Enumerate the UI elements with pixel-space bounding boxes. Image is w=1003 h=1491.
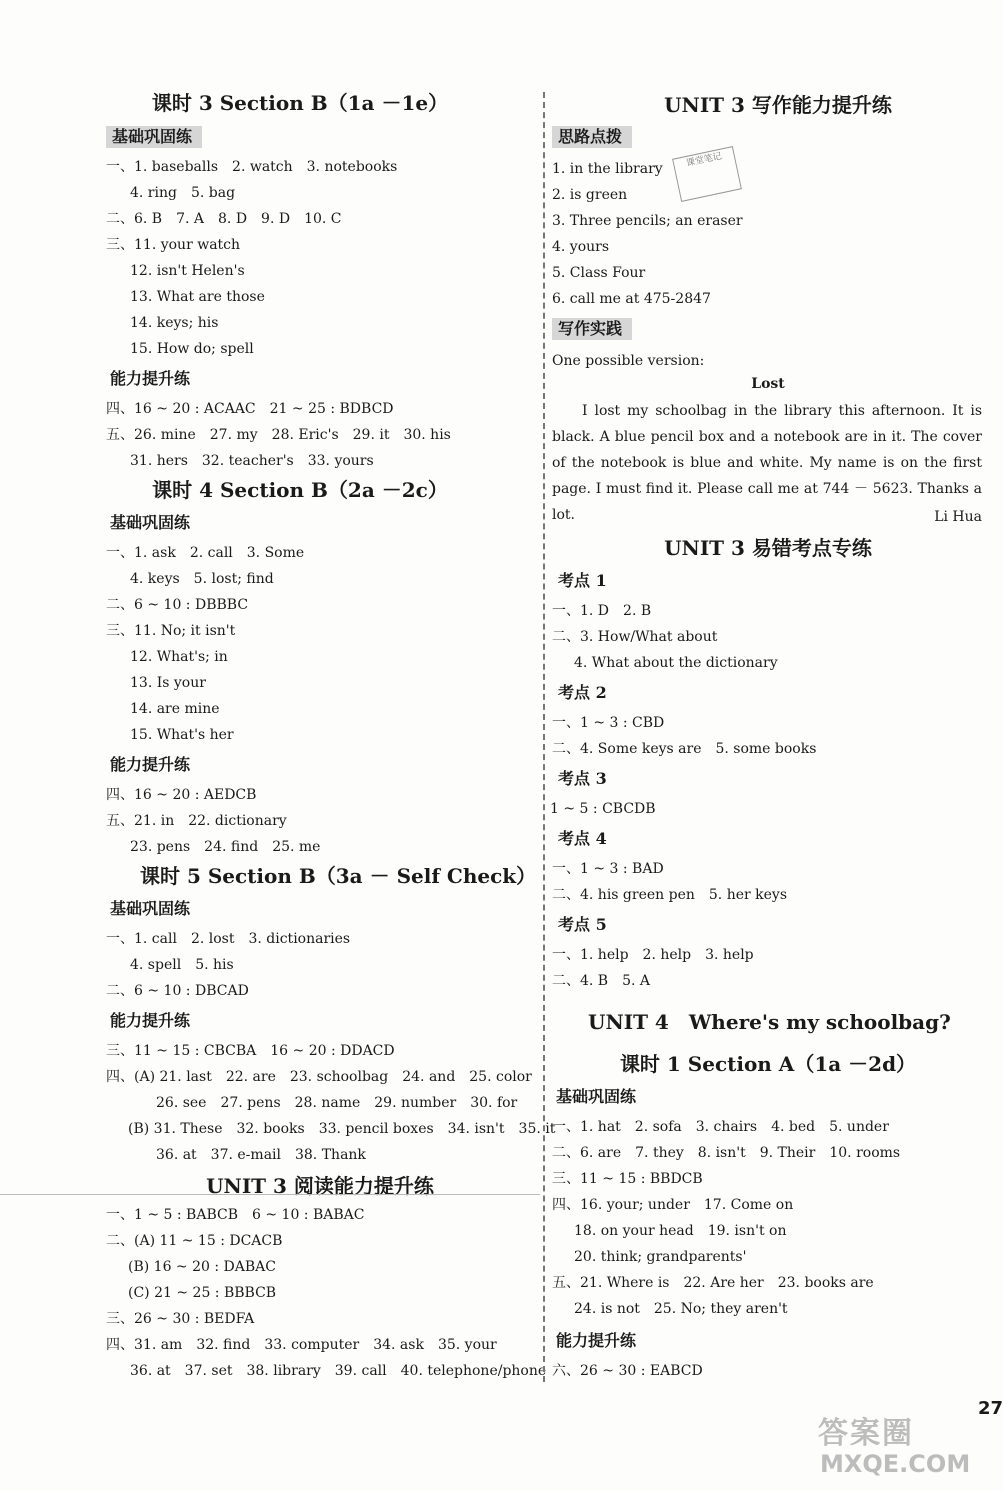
unit4-title: UNIT 4 Where's my schoolbag? [588,1010,951,1034]
answer-row: 6. call me at 475-2847 [552,291,711,307]
answer-row: 四、31. am 32. find 33. computer 34. ask 35. your [106,1337,497,1353]
answer-row: 20. think; grandparents' [574,1249,747,1265]
answer-row: 14. keys; his [130,315,219,331]
answer-row: 一、1 ~ 5 : BABCB 6 ~ 10 : BABAC [106,1207,365,1223]
u4-basic-heading: 基础巩固练 [556,1087,637,1106]
lesson5-basic-heading: 基础巩固练 [110,899,191,918]
answer-row: 36. at 37. e-mail 38. Thank [156,1147,366,1163]
answer-row: 二、6 ~ 10 : DBBBC [106,597,249,613]
answer-row: 4. spell 5. his [130,957,234,973]
answer-row: 三、26 ~ 30 : BEDFA [106,1311,255,1327]
answer-row: 四、16 ~ 20 : ACAAC 21 ~ 25 : BDBCD [106,401,394,417]
answer-row: 3. Three pencils; an eraser [552,213,743,229]
answer-row: 12. isn't Helen's [130,263,245,279]
essay-title: Lost [751,376,785,392]
answer-row: 4. yours [552,239,610,255]
ideas-heading: 思路点拨 [552,126,632,148]
kaodian-5: 考点 5 [558,915,607,934]
lesson4-basic-heading: 基础巩固练 [110,513,191,532]
lesson4-title: 课时 4 Section B（2a －2c） [152,478,448,502]
answer-row: (B) 31. These 32. books 33. pencil boxes 34. isn't 35. it [128,1121,556,1137]
version-label: One possible version: [552,353,705,369]
answer-row: 12. What's; in [130,649,228,665]
u4-lesson1-title: 课时 1 Section A（1a －2d） [619,1052,917,1076]
answer-row: 一、1. D 2. B [552,603,652,619]
answer-row: 四、16 ~ 20 : AEDCB [106,787,257,803]
separator-line [0,1194,540,1195]
answer-row: 四、16. your; under 17. Come on [552,1197,794,1213]
answer-row: 二、6. B 7. A 8. D 9. D 10. C [106,211,342,227]
answer-row: 36. at 37. set 38. library 39. call 40. telephone/phone [130,1363,547,1379]
note-stamp-icon: 课堂笔记 [672,146,742,202]
answer-row: 一、1. ask 2. call 3. Some [106,545,305,561]
answer-row: 五、21. Where is 22. Are her 23. books are [552,1275,874,1291]
practice-heading: 写作实践 [552,318,632,340]
essay-paragraph: I lost my schoolbag in the library this afternoon. It is black. A blue pencil box and a notebook are in it. The cover of the notebook is blue and white. My name is on the first page. I must find it. Please call me at 744 － 5623. Thanks a lot. [552,403,982,523]
answer-row: 一、1 ~ 3 : CBD [552,715,665,731]
answer-row: 二、6. are 7. they 8. isn't 9. Their 10. rooms [552,1145,901,1161]
reading-title: UNIT 3 阅读能力提升练 [206,1174,434,1198]
answer-row: 2. is green [552,187,628,203]
answer-row: 4. ring 5. bag [130,185,236,201]
answer-row: 13. What are those [130,289,265,305]
error-title: UNIT 3 易错考点专练 [664,536,872,560]
kaodian-4: 考点 4 [558,829,607,848]
kaodian-3: 考点 3 [558,769,607,788]
answer-row: 三、11. your watch [106,237,241,253]
answer-row: 5. Class Four [552,265,646,281]
answer-row: 18. on your head 19. isn't on [574,1223,787,1239]
lesson5-title: 课时 5 Section B（3a － Self Check） [140,864,537,888]
lesson3-title: 课时 3 Section B（1a －1e） [151,91,449,115]
answer-row: (B) 16 ~ 20 : DABAC [128,1259,276,1275]
answer-row: 14. are mine [130,701,220,717]
answer-row: 15. What's her [130,727,234,743]
answer-row: 六、26 ~ 30 : EABCD [552,1363,703,1379]
answer-row: 26. see 27. pens 28. name 29. number 30. for [156,1095,518,1111]
answer-row: 三、11. No; it isn't [106,623,236,639]
answer-row: 13. Is your [130,675,206,691]
answer-row: 二、6 ~ 10 : DBCAD [106,983,249,999]
lesson5-advanced-heading: 能力提升练 [110,1011,191,1030]
lesson3-advanced-heading: 能力提升练 [110,369,191,388]
answer-row: (C) 21 ~ 25 : BBBCB [128,1285,277,1301]
answer-row: 一、1. hat 2. sofa 3. chairs 4. bed 5. under [552,1119,889,1135]
answer-row: 二、4. his green pen 5. her keys [552,887,788,903]
writing-title: UNIT 3 写作能力提升练 [664,93,892,117]
page-number: 27 [978,1398,1003,1419]
answer-row: 三、11 ~ 15 : CBCBA 16 ~ 20 : DDACD [106,1043,395,1059]
answer-row: 五、26. mine 27. my 28. Eric's 29. it 30. his [106,427,451,443]
answer-row: 一、1. baseballs 2. watch 3. notebooks [106,159,398,175]
answer-row: 4. keys 5. lost; find [130,571,274,587]
answer-row: 4. What about the dictionary [574,655,778,671]
answer-row: 23. pens 24. find 25. me [130,839,321,855]
column-divider [543,92,545,1382]
answer-row: 一、1. call 2. lost 3. dictionaries [106,931,351,947]
answer-row: 31. hers 32. teacher's 33. yours [130,453,374,469]
answer-row: 一、1. help 2. help 3. help [552,947,754,963]
watermark-url: MXQE.COM [820,1450,971,1478]
answer-row: 五、21. in 22. dictionary [106,813,287,829]
answer-row: 24. is not 25. No; they aren't [574,1301,788,1317]
answer-row: 二、4. Some keys are 5. some books [552,741,817,757]
answer-row: 三、11 ~ 15 : BBDCB [552,1171,703,1187]
answer-row: 1 ~ 5 : CBCDB [550,801,656,817]
lesson4-advanced-heading: 能力提升练 [110,755,191,774]
u4-advanced-heading: 能力提升练 [556,1331,637,1350]
essay-signature: Li Hua [934,509,982,525]
watermark-logo: 答案圈 [818,1416,914,1451]
answer-row: 二、(A) 11 ~ 15 : DCACB [106,1233,283,1249]
kaodian-2: 考点 2 [558,683,607,702]
answer-row: 1. in the library [552,161,663,177]
answer-row: 二、3. How/What about [552,629,718,645]
lesson3-basic-heading: 基础巩固练 [106,126,202,148]
answer-row: 四、(A) 21. last 22. are 23. schoolbag 24. and 25. color [106,1069,532,1085]
kaodian-1: 考点 1 [558,571,607,590]
answer-row: 二、4. B 5. A [552,973,651,989]
answer-row: 15. How do; spell [130,341,254,357]
answer-row: 一、1 ~ 3 : BAD [552,861,664,877]
